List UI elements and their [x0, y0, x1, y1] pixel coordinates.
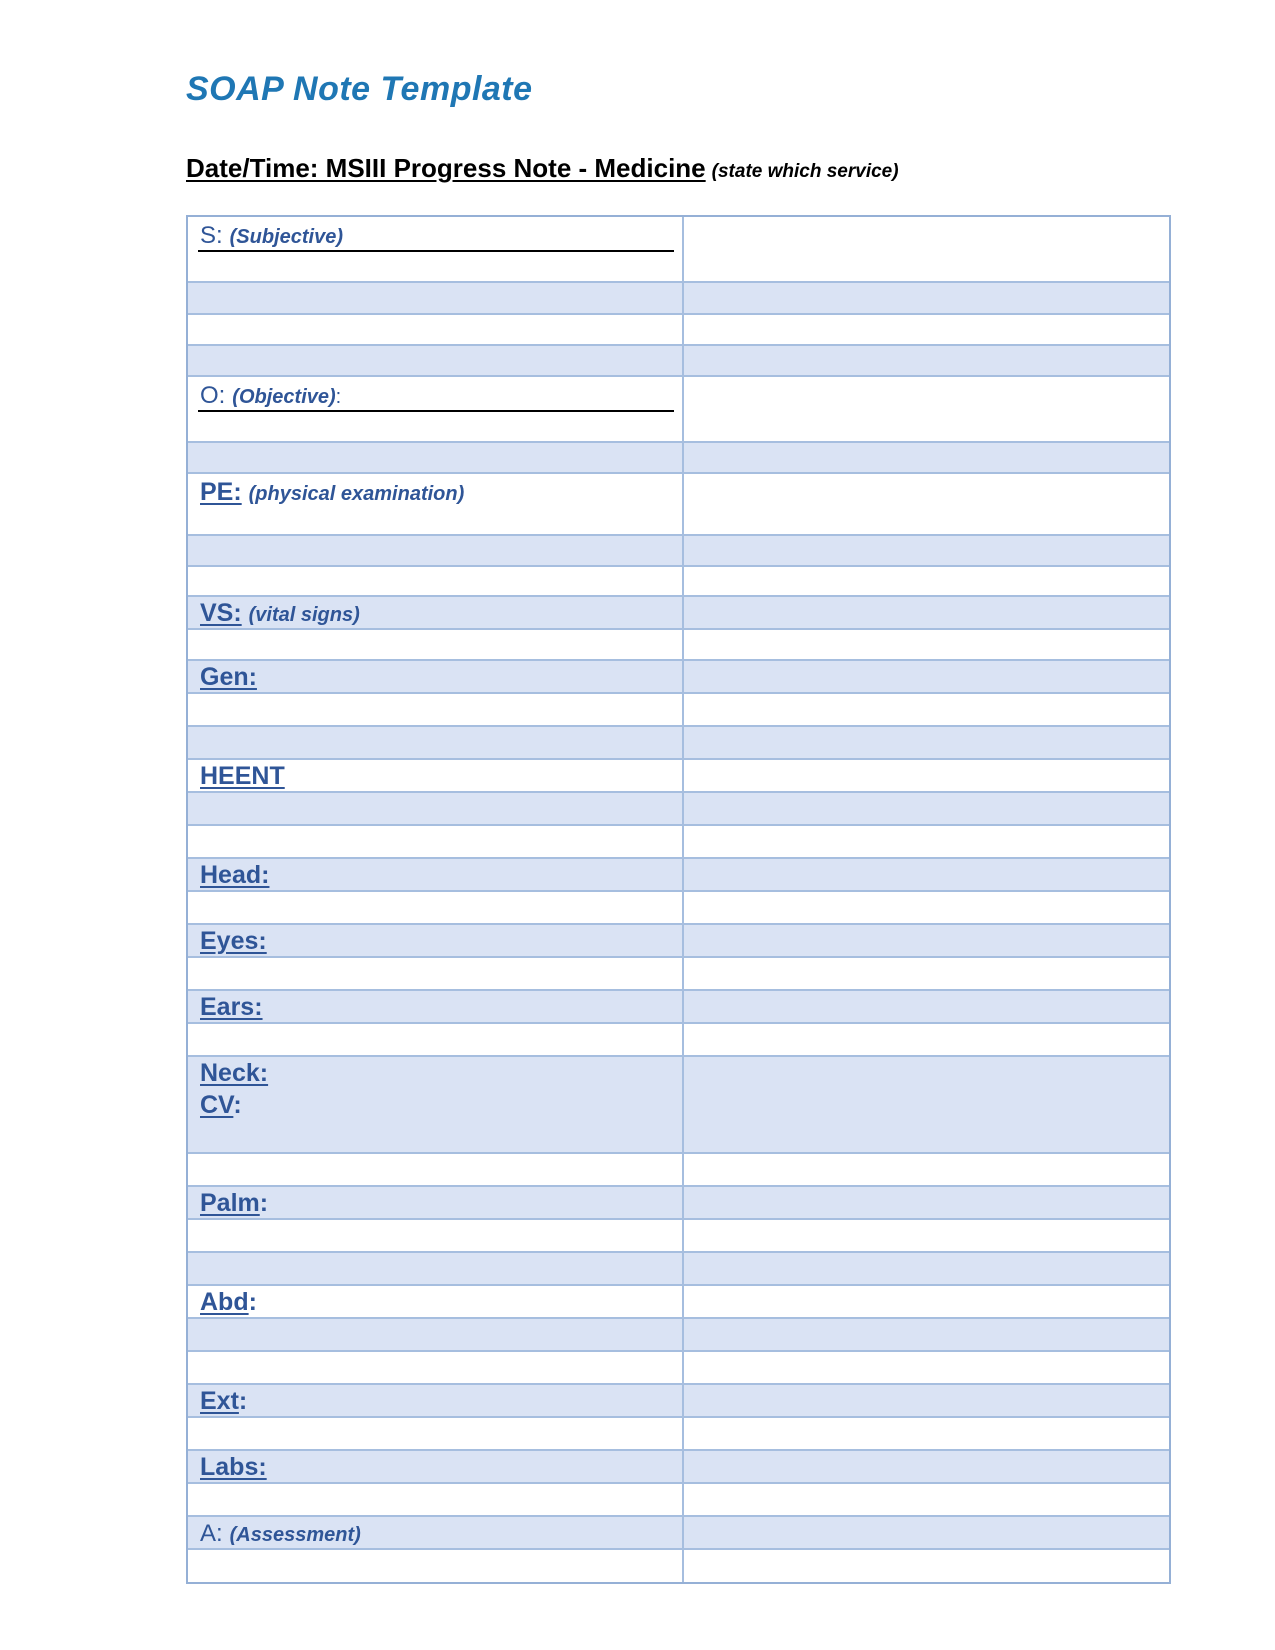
table-row-head: [188, 859, 1169, 892]
entry-cell[interactable]: [684, 346, 1169, 375]
abd-entry-cell[interactable]: [684, 1286, 1169, 1317]
table-row: [188, 443, 1169, 474]
palm-colon: :: [259, 1189, 269, 1217]
subjective-entry-cell[interactable]: [684, 217, 1169, 281]
entry-cell[interactable]: [684, 1319, 1169, 1350]
entry-cell[interactable]: [684, 826, 1169, 857]
objective-letter: O:: [200, 382, 226, 409]
table-row-ext: [188, 1385, 1169, 1418]
ears-label-cell: [188, 991, 684, 1022]
neck-cv-entry-cell[interactable]: [684, 1057, 1169, 1152]
neck-key: Neck:: [200, 1059, 269, 1087]
soap-table: [186, 215, 1171, 1584]
table-row-abd: [188, 1286, 1169, 1319]
heent-label-cell: [188, 760, 684, 791]
table-row: [188, 1220, 1169, 1253]
table-row-subjective: [188, 217, 1169, 283]
entry-cell[interactable]: [684, 1220, 1169, 1251]
entry-cell[interactable]: [684, 1418, 1169, 1449]
head-label-cell: [188, 859, 684, 890]
ext-key: Ext: [200, 1387, 239, 1415]
table-row-labs: [188, 1451, 1169, 1484]
palm-entry-cell[interactable]: [684, 1187, 1169, 1218]
heent-key: HEENT: [200, 762, 285, 790]
objective-rule: [198, 410, 674, 412]
ears-entry-cell[interactable]: [684, 991, 1169, 1022]
table-row: [188, 793, 1169, 826]
table-row-gen: [188, 661, 1169, 694]
date-time-line: [186, 153, 899, 184]
table-row: [188, 892, 1169, 925]
table-row: [188, 346, 1169, 377]
table-row-pe: [188, 474, 1169, 536]
gen-label-cell: [188, 661, 684, 692]
entry-cell[interactable]: [684, 315, 1169, 344]
head-key: Head:: [200, 861, 270, 889]
ext-colon: :: [238, 1387, 248, 1415]
table-row-vs: [188, 597, 1169, 630]
abd-colon: :: [248, 1288, 257, 1316]
service-note: (state which service): [711, 161, 899, 182]
table-row-palm: [188, 1187, 1169, 1220]
table-row-neck-cv: [188, 1057, 1169, 1154]
entry-cell[interactable]: [684, 1154, 1169, 1185]
neck-cv-label-cell: [188, 1057, 684, 1152]
table-row: [188, 1418, 1169, 1451]
objective-colon: :: [335, 386, 342, 408]
date-time-label: Date/Time: MSIII Progress Note - Medicine: [186, 153, 706, 183]
vs-key: VS:: [200, 599, 242, 627]
pe-key: PE:: [200, 478, 242, 506]
entry-cell[interactable]: [684, 443, 1169, 472]
table-row: [188, 315, 1169, 346]
pe-desc: (physical examination): [248, 483, 465, 505]
labs-label-cell: [188, 1451, 684, 1482]
entry-cell[interactable]: [684, 283, 1169, 313]
eyes-key: Eyes:: [200, 927, 267, 955]
gen-entry-cell[interactable]: [684, 661, 1169, 692]
head-entry-cell[interactable]: [684, 859, 1169, 890]
entry-cell[interactable]: [684, 1253, 1169, 1284]
table-row-heent: [188, 760, 1169, 793]
abd-label-cell: [188, 1286, 684, 1317]
subjective-letter: S:: [200, 222, 223, 249]
table-row: [188, 1154, 1169, 1187]
table-row: [188, 727, 1169, 760]
table-row: [188, 1319, 1169, 1352]
assessment-letter: A:: [200, 1520, 223, 1547]
subjective-rule: [198, 250, 674, 252]
table-row: [188, 283, 1169, 315]
table-row: [188, 1024, 1169, 1057]
entry-cell[interactable]: [684, 694, 1169, 725]
table-row: [188, 1352, 1169, 1385]
eyes-label-cell: [188, 925, 684, 956]
palm-label-cell: [188, 1187, 684, 1218]
table-row: [188, 536, 1169, 567]
table-row: [188, 694, 1169, 727]
pe-label-cell: [188, 474, 684, 534]
page-title: SOAP Note Template: [186, 70, 533, 108]
table-row: [188, 958, 1169, 991]
entry-cell[interactable]: [684, 1352, 1169, 1383]
entry-cell[interactable]: [684, 567, 1169, 595]
entry-cell[interactable]: [684, 892, 1169, 923]
heent-entry-cell[interactable]: [684, 760, 1169, 791]
table-row: [188, 826, 1169, 859]
table-row: [188, 1253, 1169, 1286]
objective-entry-cell[interactable]: [684, 377, 1169, 441]
entry-cell[interactable]: [684, 1484, 1169, 1515]
assessment-label-cell: [188, 1517, 684, 1548]
subjective-label-cell: [188, 217, 684, 281]
abd-key: Abd: [200, 1288, 249, 1316]
table-row-eyes: [188, 925, 1169, 958]
table-row-ears: [188, 991, 1169, 1024]
entry-cell[interactable]: [684, 793, 1169, 824]
entry-cell[interactable]: [684, 1550, 1169, 1582]
eyes-entry-cell[interactable]: [684, 925, 1169, 956]
entry-cell[interactable]: [684, 727, 1169, 758]
ext-entry-cell[interactable]: [684, 1385, 1169, 1416]
entry-cell[interactable]: [684, 630, 1169, 659]
cv-colon: :: [233, 1091, 242, 1119]
pe-entry-cell[interactable]: [684, 474, 1169, 534]
table-row: [188, 1484, 1169, 1517]
subjective-desc: (Subjective): [229, 226, 343, 248]
table-row: [188, 630, 1169, 661]
table-row: [188, 1550, 1169, 1582]
palm-key: Palm: [200, 1189, 260, 1217]
cv-key: CV: [200, 1091, 234, 1119]
labs-entry-cell[interactable]: [684, 1451, 1169, 1482]
assessment-entry-cell[interactable]: [684, 1517, 1169, 1548]
entry-cell[interactable]: [684, 536, 1169, 565]
ext-label-cell: [188, 1385, 684, 1416]
gen-key: Gen:: [200, 663, 257, 691]
vs-entry-cell[interactable]: [684, 597, 1169, 628]
vs-desc: (vital signs): [248, 604, 360, 626]
objective-desc: (Objective): [232, 386, 336, 408]
entry-cell[interactable]: [684, 1024, 1169, 1055]
ears-key: Ears:: [200, 993, 263, 1021]
labs-key: Labs:: [200, 1453, 267, 1481]
entry-cell[interactable]: [684, 958, 1169, 989]
table-row-objective: [188, 377, 1169, 443]
objective-label-cell: [188, 377, 684, 441]
assessment-desc: (Assessment): [229, 1524, 361, 1546]
table-row-assessment: [188, 1517, 1169, 1550]
vs-label-cell: [188, 597, 684, 628]
table-row: [188, 567, 1169, 597]
